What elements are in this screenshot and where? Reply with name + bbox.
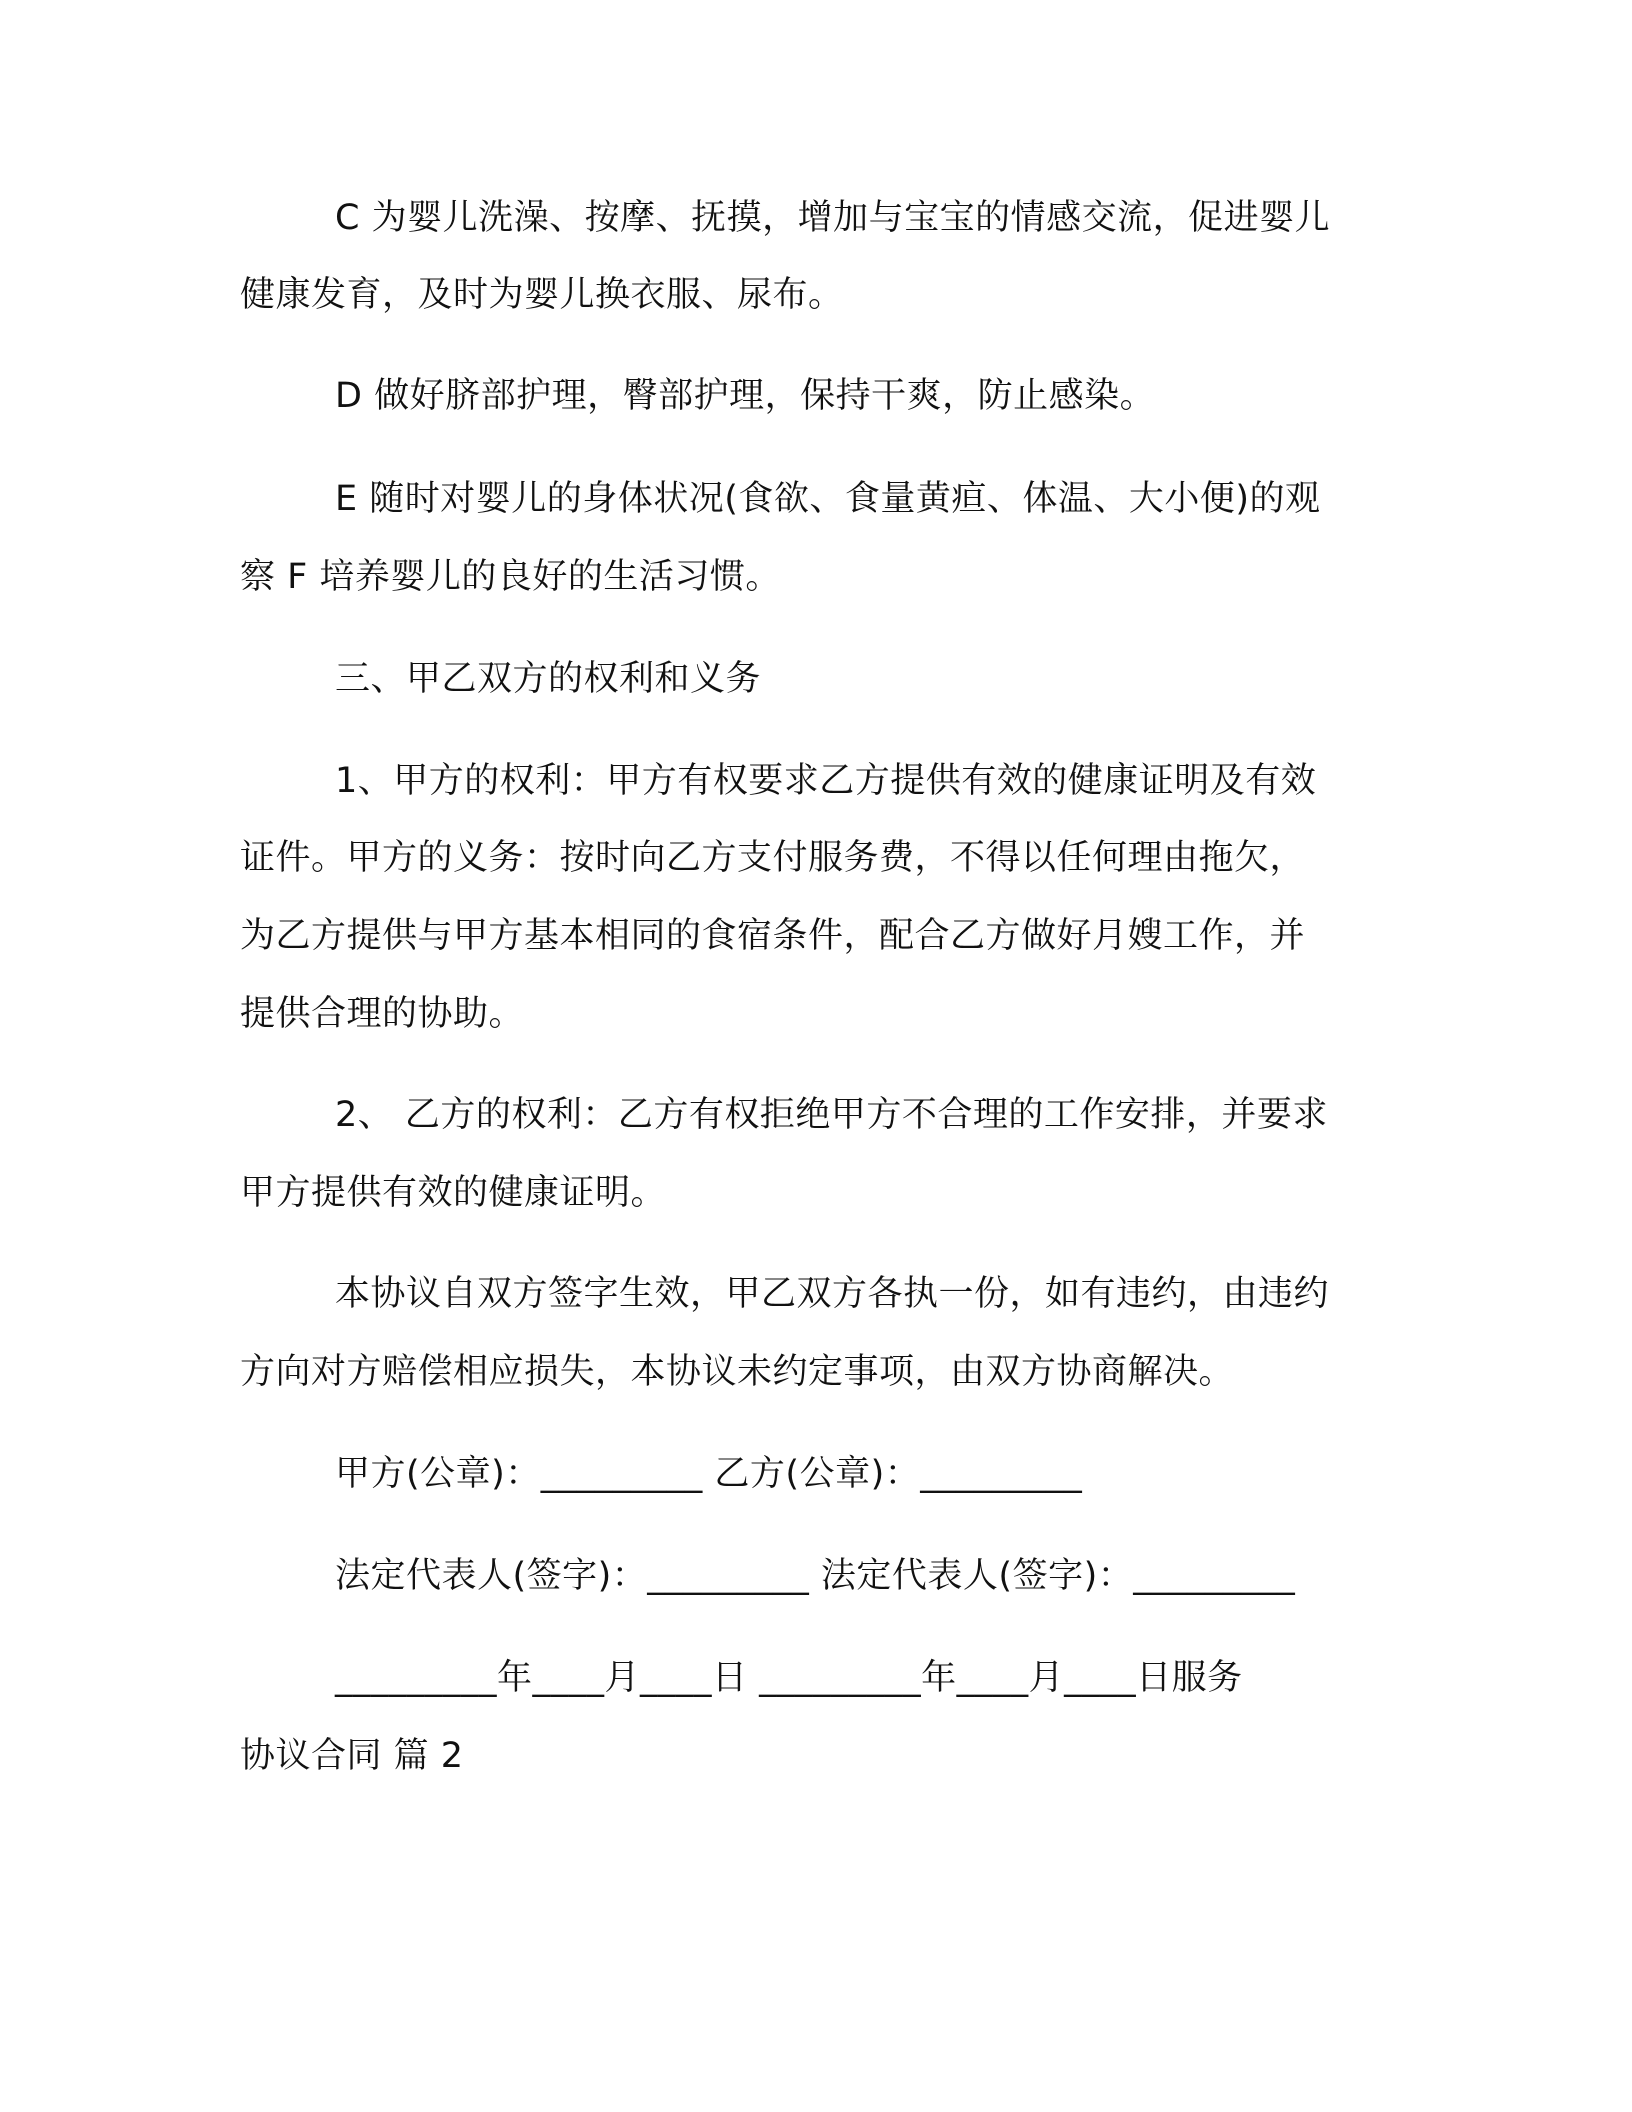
- clause-1-line-1: 1、甲方的权利：甲方有权要求乙方提供有效的健康证明及有效: [335, 761, 1317, 801]
- clause-1-line-4: 提供合理的协助。: [240, 994, 525, 1034]
- seal-signature-line: 甲方(公章)：_________ 乙方(公章)：_________: [335, 1454, 1083, 1494]
- paragraph-care-c-line-1: C 为婴儿洗澡、按摩、抚摸，增加与宝宝的情感交流，促进婴儿: [335, 198, 1331, 238]
- paragraph-care-c-line-2: 健康发育，及时为婴儿换衣服、尿布。: [240, 275, 844, 315]
- paragraph-care-f-line-2: 察 F 培养婴儿的良好的生活习惯。: [240, 557, 781, 597]
- clause-1-line-3: 为乙方提供与甲方基本相同的食宿条件，配合乙方做好月嫂工作，并: [240, 916, 1306, 956]
- date-line-1: _________年____月____日 _________年____月____日服务: [335, 1658, 1243, 1698]
- effectiveness-line-1: 本协议自双方签字生效，甲乙双方各执一份，如有违约，由违约: [335, 1274, 1330, 1314]
- clause-2-line-1: 2、 乙方的权利：乙方有权拒绝甲方不合理的工作安排，并要求: [335, 1095, 1328, 1135]
- effectiveness-line-2: 方向对方赔偿相应损失，本协议未约定事项，由双方协商解决。: [240, 1352, 1235, 1392]
- clause-1-line-2: 证件。甲方的义务：按时向乙方支付服务费，不得以任何理由拖欠，: [240, 838, 1306, 878]
- paragraph-care-e-line-1: E 随时对婴儿的身体状况(食欲、食量黄疸、体温、大小便)的观: [335, 479, 1321, 519]
- legal-representative-signature-line: 法定代表人(签字)：_________ 法定代表人(签字)：_________: [335, 1556, 1296, 1596]
- paragraph-care-d-line-1: D 做好脐部护理，臀部护理，保持干爽，防止感染。: [335, 376, 1156, 416]
- clause-2-line-2: 甲方提供有效的健康证明。: [240, 1173, 667, 1213]
- contract-title-line: 协议合同 篇 2: [240, 1736, 464, 1776]
- section-heading: 三、甲乙双方的权利和义务: [335, 659, 762, 699]
